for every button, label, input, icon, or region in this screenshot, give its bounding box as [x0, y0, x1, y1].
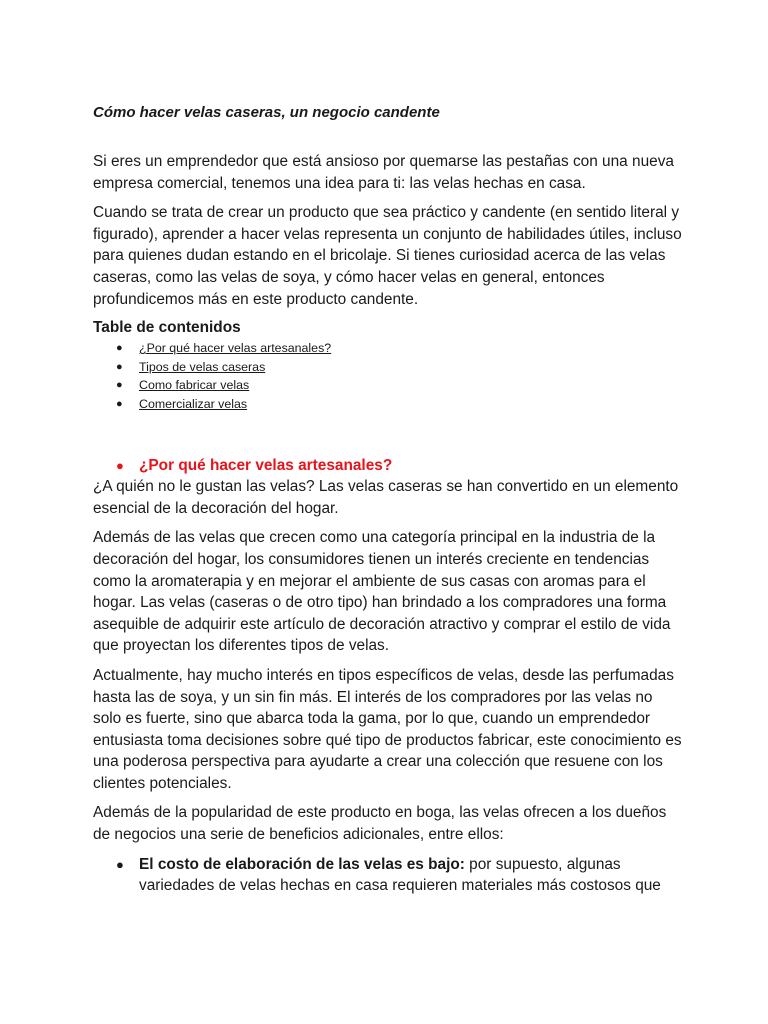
benefits-list	[93, 854, 683, 897]
bullet-icon: ●	[116, 856, 124, 872]
section-paragraph: Además de la popularidad de este producto en boga, las velas ofrecen a los dueños de negocios una serie de beneficios adicionales, entre ellos:	[93, 804, 667, 844]
section-heading	[93, 455, 683, 476]
table-of-contents	[93, 339, 683, 413]
intro-paragraph: Si eres un emprendedor que está ansioso por quemarse las pestañas con una nueva empresa comercial, tenemos una idea para ti: las velas hechas en casa.	[93, 153, 674, 192]
toc-item	[93, 339, 683, 358]
toc-link-fabricar[interactable]: Como fabricar velas	[139, 378, 250, 393]
benefit-item	[93, 854, 683, 897]
benefit-title: El costo de elaboración de las velas es bajo:	[139, 855, 465, 873]
section-paragraph: Además de las velas que crecen como una categoría principal en la industria de la decoración del hogar, los consumidores tienen un interés creciente en tendencias como la aromaterapia y en mejorar el ambiente de sus casas con aromas para el hogar. Las velas (caseras o de otro tipo) han brindado a los compradores una forma asequible de adquirir este artículo de decoración atractivo y comprar el estilo de vida que proyectan los diferentes tipos de velas.	[93, 529, 671, 655]
bullet-icon: ●	[116, 379, 123, 392]
bullet-icon: ●	[116, 342, 123, 355]
toc-item	[93, 395, 683, 414]
toc-link-tipos[interactable]: Tipos de velas caseras	[139, 359, 266, 374]
bullet-icon: ●	[116, 458, 124, 474]
section-heading-text: ¿Por qué hacer velas artesanales?	[139, 457, 393, 475]
toc-link-comercializar[interactable]: Comercializar velas	[139, 396, 248, 411]
intro-paragraph: Cuando se trata de crear un producto que sea práctico y candente (en sentido literal y figurado), aprender a hacer velas representa un conjunto de habilidades útiles, incluso para quienes dudan estando en el bricolaje. Si tienes curiosidad acerca de las velas caseras, como las velas de soya, y cómo hacer velas en general, entonces profundicemos más en este producto candente.	[93, 204, 682, 308]
document-title: Cómo hacer velas caseras, un negocio candente	[93, 104, 440, 121]
toc-heading: Table de contenidos	[93, 319, 241, 337]
document-body	[93, 103, 683, 897]
bullet-icon: ●	[116, 360, 123, 373]
bullet-icon: ●	[116, 397, 123, 410]
benefit-text: por supuesto, algunas variedades de velas hechas en casa requieren materiales más costosos que	[139, 855, 661, 895]
section-paragraph: Actualmente, hay mucho interés en tipos específicos de velas, desde las perfumadas hasta las de soya, y un sin fin más. El interés de los compradores por las velas no solo es fuerte, sino que abarca toda la gama, por lo que, cuando un emprendedor entusiasta toma decisiones sobre qué tipo de productos fabricar, este conocimiento es una poderosa perspectiva para ayudarte a crear una colección que resuene con los clientes potenciales.	[93, 666, 682, 792]
toc-item	[93, 358, 683, 377]
toc-link-por-que[interactable]: ¿Por qué hacer velas artesanales?	[139, 341, 332, 356]
toc-item	[93, 376, 683, 395]
section-paragraph: ¿A quién no le gustan las velas? Las velas caseras se han convertido en un elemento esencial de la decoración del hogar.	[93, 478, 679, 517]
